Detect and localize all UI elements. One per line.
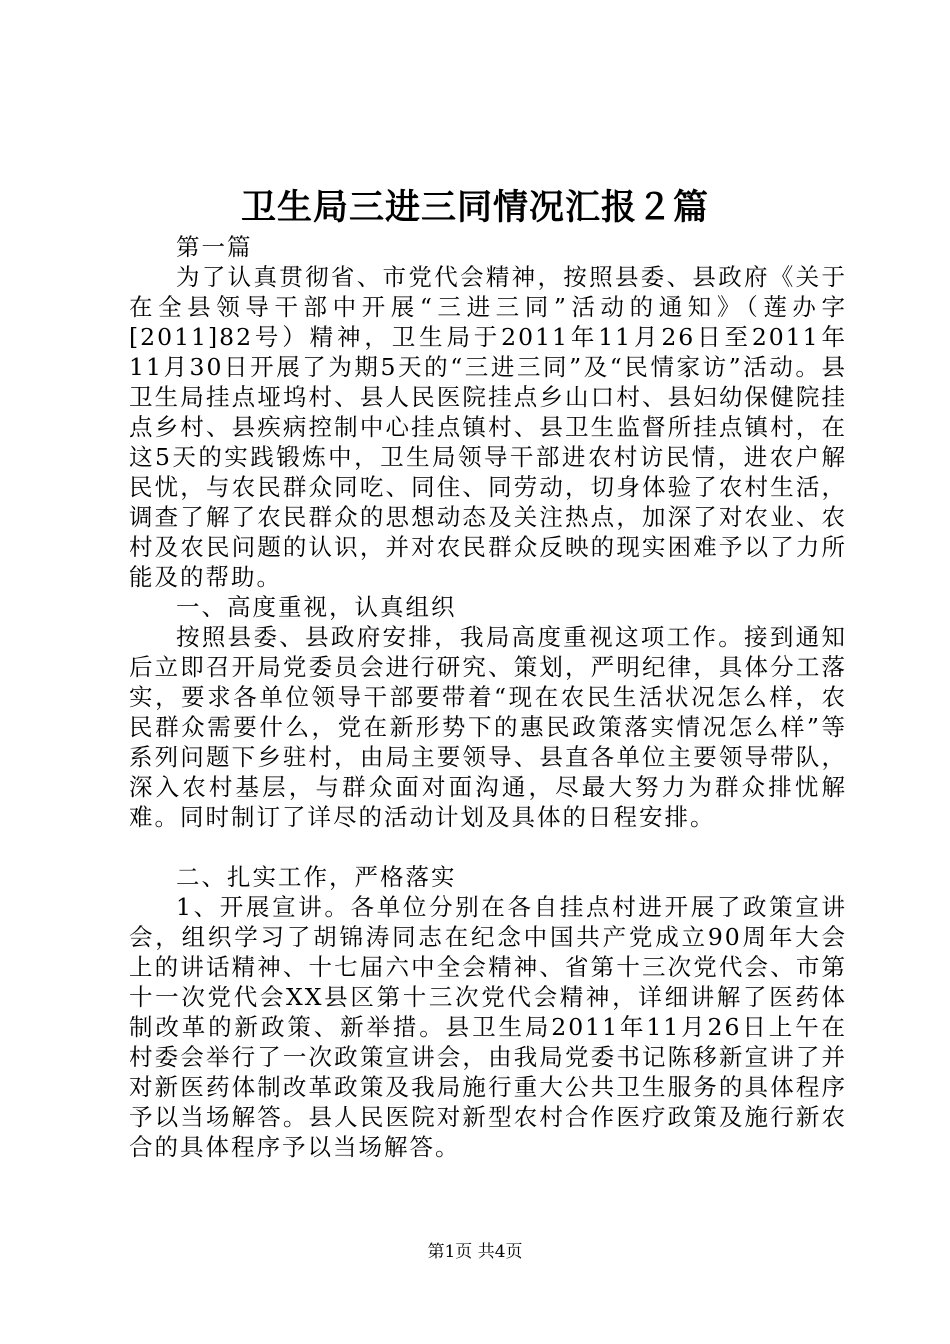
- section-one-paragraph: 按照县委、县政府安排，我局高度重视这项工作。接到通知后立即召开局党委员会进行研究、策划，严明纪律，具体分工落实，要求各单位领导干部要带着“现在农民生活状况怎么样，农民群众需要什么，党在新形势下的惠民政策落实情况怎么样”等系列问题下乡驻村，由局主要领导、县直各单位主要领导带队，深入农村基层，与群众面对面沟通，尽最大努力为群众排忧解难。同时制订了详尽的活动计划及具体的日程安排。: [129, 623, 847, 831]
- document-title: 卫生局三进三同情况汇报２篇: [240, 187, 709, 228]
- section-heading-first: 第一篇: [176, 233, 253, 261]
- section-heading-one: 一、高度重视，认真组织: [176, 593, 457, 621]
- section-heading-two: 二、扎实工作，严格落实: [176, 863, 457, 891]
- document-body: [129, 232, 847, 1162]
- page-indicator: 第1页 共4页: [427, 1242, 523, 1262]
- section-two-paragraph: 1、开展宣讲。各单位分别在各自挂点村进开展了政策宣讲会，组织学习了胡锦涛同志在纪念中国共产党成立90周年大会上的讲话精神、十七届六中全会精神、省第十三次党代会、市第十一次党代会XX县区第十三次党代会精神，详细讲解了医药体制改革的新政策、新举措。县卫生局2011年11月26日上午在村委会举行了一次政策宣讲会，由我局党委书记陈移新宣讲了并对新医药体制改革政策及我局施行重大公共卫生服务的具体程序予以当场解答。县人民医院对新型农村合作医疗政策及施行新农合的具体程序予以当场解答。: [129, 893, 847, 1161]
- intro-paragraph: 为了认真贯彻省、市党代会精神，按照县委、县政府《关于在全县领导干部中开展“三进三同”活动的通知》（莲办字[2011]82号）精神，卫生局于2011年11月26日至2011年11月30日开展了为期5天的“三进三同”及“民情家访”活动。县卫生局挂点垭坞村、县人民医院挂点乡山口村、县妇幼保健院挂点乡村、县疾病控制中心挂点镇村、县卫生监督所挂点镇村，在这5天的实践锻炼中，卫生局领导干部进农村访民情，进农户解民忧，与农民群众同吃、同住、同劳动，切身体验了农村生活，调查了解了农民群众的思想动态及关注热点，加深了对农业、农村及农民问题的认识，并对农民群众反映的现实困难予以了力所能及的帮助。: [129, 263, 847, 591]
